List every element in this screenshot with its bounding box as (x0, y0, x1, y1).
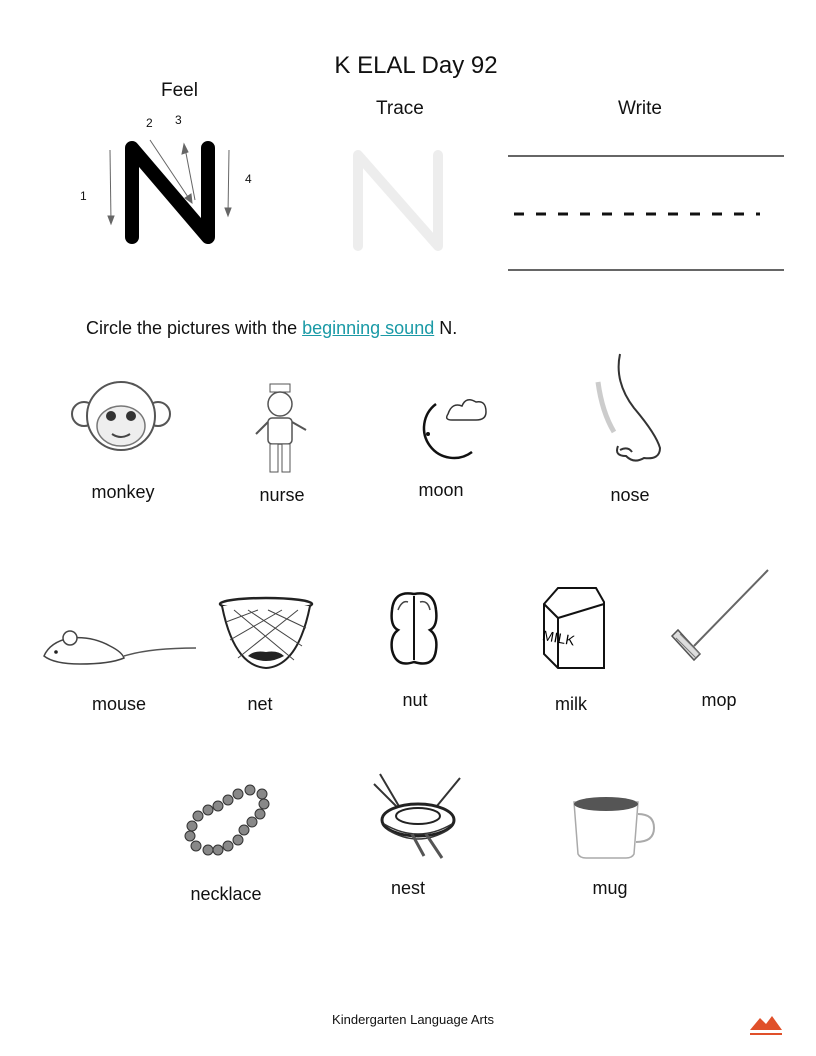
instructions-letter: N. (434, 318, 458, 338)
word-mop: mop (701, 690, 737, 710)
mountain-logo-icon (748, 1012, 784, 1036)
stroke-number-3: 3 (175, 113, 182, 127)
word-nurse: nurse (259, 485, 305, 505)
moon-icon[interactable] (406, 390, 488, 464)
mug-icon[interactable] (572, 796, 656, 860)
word-mouse: mouse (91, 694, 147, 714)
beginning-sound-link[interactable]: beginning sound (302, 318, 435, 338)
word-monkey: monkey (91, 482, 155, 502)
word-necklace: necklace (190, 884, 262, 904)
necklace-icon[interactable] (182, 784, 272, 858)
net-icon[interactable] (218, 596, 314, 670)
monkey-icon[interactable] (70, 378, 174, 454)
stroke-number-4: 4 (245, 172, 252, 186)
nurse-icon[interactable] (248, 382, 314, 476)
stroke-number-2: 2 (146, 116, 153, 130)
stroke-number-1: 1 (80, 189, 87, 203)
word-moon: moon (418, 480, 464, 500)
nest-icon[interactable] (372, 772, 462, 860)
svg-text:MILK: MILK (541, 627, 577, 649)
mop-icon[interactable] (670, 568, 770, 670)
word-nose: nose (610, 485, 650, 505)
nose-icon[interactable] (594, 352, 670, 470)
word-net: net (247, 694, 273, 714)
page-title: K ELAL Day 92 (334, 52, 498, 79)
footer-text: Kindergarten Language Arts (332, 1012, 494, 1027)
feel-label: Feel (161, 80, 198, 101)
word-milk: milk (555, 694, 587, 714)
mouse-icon[interactable] (40, 628, 198, 670)
word-nut: nut (402, 690, 428, 710)
instructions-text: Circle the pictures with the (86, 318, 303, 338)
milk-icon[interactable] (534, 584, 608, 672)
write-label: Write (618, 98, 662, 119)
write-lines[interactable] (0, 0, 816, 300)
word-mug: mug (592, 878, 628, 898)
instructions (86, 318, 457, 339)
trace-label: Trace (376, 98, 424, 119)
nut-icon[interactable] (388, 590, 440, 668)
word-nest: nest (390, 878, 426, 898)
